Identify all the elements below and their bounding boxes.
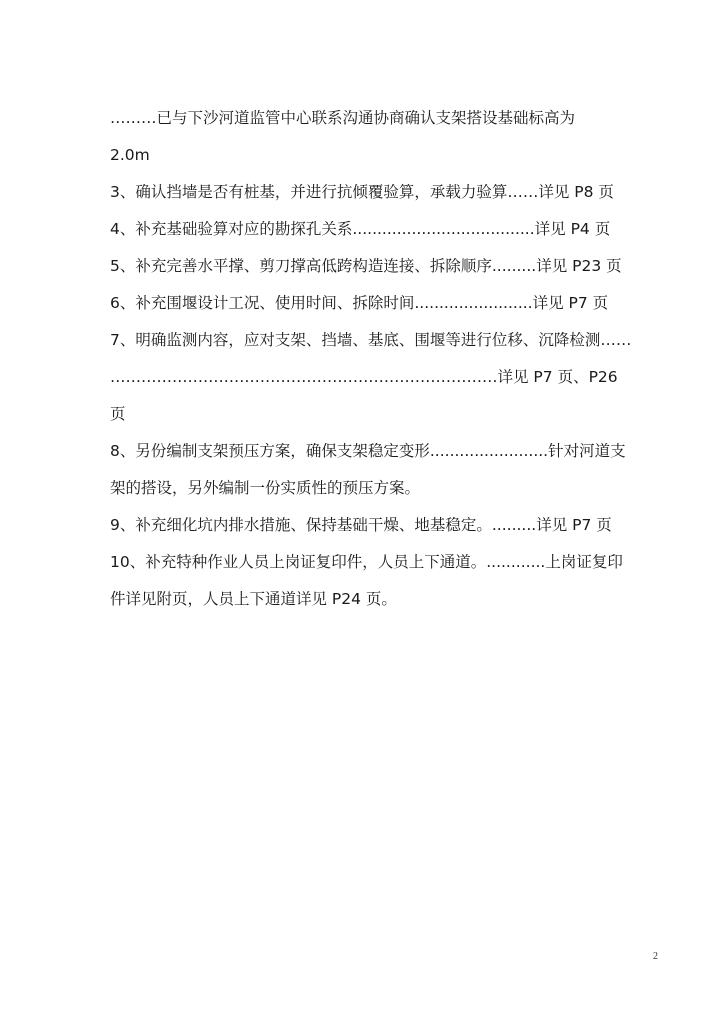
text-line: 2.0m (110, 146, 150, 164)
text-line: 3、确认挡墙是否有桩基，并进行抗倾覆验算，承载力验算……详见 P8 页 (110, 183, 614, 201)
text-line: 4、补充基础验算对应的勘探孔关系.....................................详见 P4 页 (110, 220, 611, 238)
text-line: 件详见附页，人员上下通道详见 P24 页。 (110, 590, 397, 608)
text-line: ………已与下沙河道监管中心联系沟通协商确认支架搭设基础标高为 (110, 109, 576, 127)
text-line: 9、补充细化坑内排水措施、保持基础干燥、地基稳定。.........详见 P7 页 (110, 516, 612, 534)
text-line: 架的搭设，另外编制一份实质性的预压方案。 (110, 479, 421, 497)
page-number: 2 (653, 951, 658, 962)
text-line: 7、明确监测内容，应对支架、挡墙、基底、围堰等进行位移、沉降检测…… (110, 331, 632, 349)
text-line: …………………………………………………………………详见 P7 页、P26 (110, 368, 618, 386)
text-line: 10、补充特种作业人员上岗证复印件，人员上下通道。............上岗证复印 (110, 553, 623, 571)
text-line: 8、另份编制支架预压方案，确保支架稳定变形........................针对河道支 (110, 442, 626, 460)
text-line: 页 (110, 405, 126, 423)
document-body (110, 100, 658, 618)
text-line: 6、补充围堰设计工况、使用时间、拆除时间........................详见 P7 页 (110, 294, 609, 312)
text-line: 5、补充完善水平撑、剪刀撑高低跨构造连接、拆除顺序.........详见 P23 页 (110, 257, 622, 275)
